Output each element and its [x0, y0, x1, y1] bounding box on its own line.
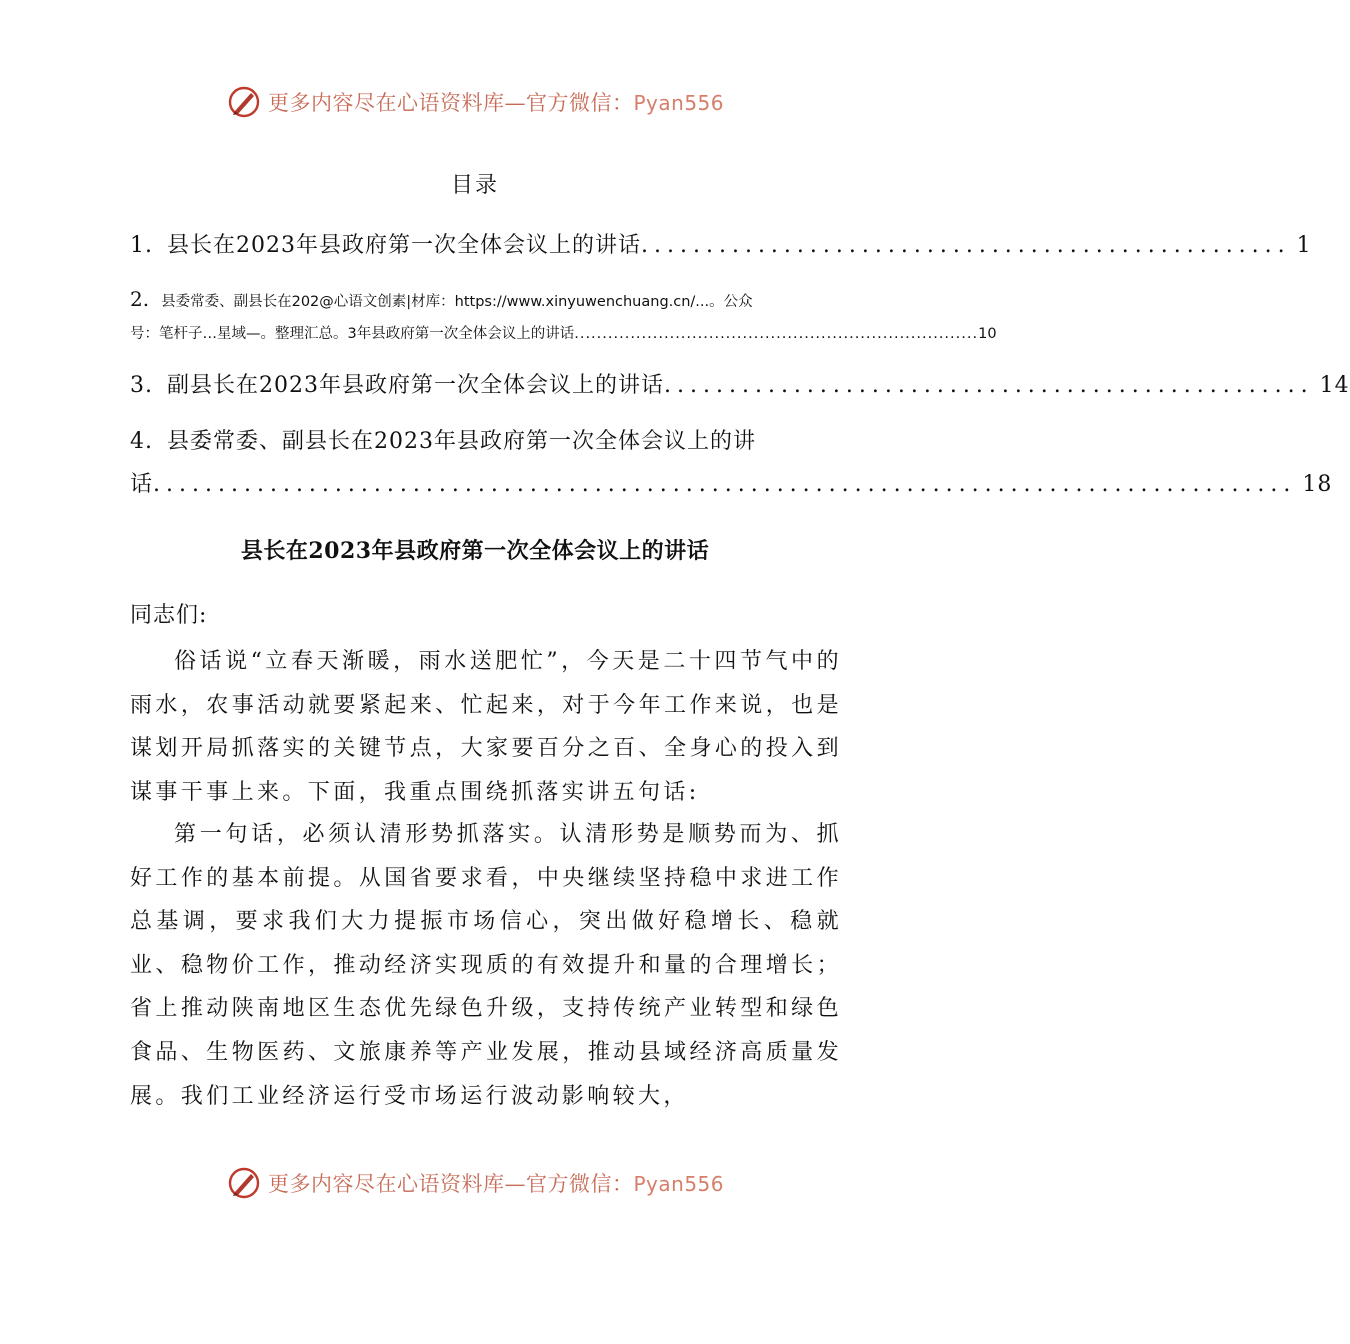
toc-item-2[interactable]	[130, 283, 997, 350]
header-banner	[0, 82, 950, 122]
toc-item-page: 10	[978, 326, 997, 342]
toc-item-number: 1.	[130, 233, 153, 258]
pen-logo-icon	[226, 84, 262, 120]
banner-wechat-id: Pyan556	[633, 91, 724, 115]
toc-item-3[interactable]	[130, 368, 1350, 399]
salutation: 同志们:	[130, 603, 208, 628]
paragraph-1: 俗话说“立春天渐暖，雨水送肥忙”，今天是二十四节气中的雨水，农事活动就要紧起来、忙起来，对于今年工作来说，也是谋划开局抓落实的关键节点，大家要百分之百、全身心的投入到谋事干事上来。下面，我重点围绕抓落实讲五句话:	[130, 649, 842, 805]
pen-logo-icon	[226, 1165, 262, 1201]
toc-item-4-line1[interactable]	[130, 424, 832, 455]
toc-item-number: 4.	[130, 429, 153, 454]
toc-item-4-line2[interactable]	[130, 467, 1333, 498]
toc-item-text-line1: 县委常委、副县长在2023年县政府第一次全体会议上的讲	[167, 429, 756, 454]
banner-text: 更多内容尽在心语资料库—官方微信：	[267, 1172, 634, 1196]
toc-item-text-line1: 县委常委、副县长在202@心语文创素|材库：https://www.xinyuwenchuang.cn/...。公众	[161, 294, 753, 310]
toc-leader: ........................................................................	[574, 326, 979, 342]
toc-item-text-line2: 号：笔杆子…星域—。整理汇总。3年县政府第一次全体会议上的讲话	[130, 326, 575, 342]
article-title: 县长在2023年县政府第一次全体会议上的讲话	[240, 538, 710, 564]
toc-item-number: 2.	[130, 287, 150, 311]
toc-item-1[interactable]	[130, 228, 1312, 259]
footer-banner	[0, 1163, 950, 1203]
toc-item-text: 副县长在2023年县政府第一次全体会议上的讲话	[167, 373, 664, 398]
toc-item-page: 18	[1302, 472, 1333, 497]
toc-leader: ........................................................................................	[153, 472, 1297, 497]
toc-item-page: 14	[1319, 373, 1350, 398]
toc-leader: ..................................................	[664, 373, 1314, 398]
paragraph-2: 第一句话，必须认清形势抓落实。认清形势是顺势而为、抓好工作的基本前提。从国省要求看，中央继续坚持稳中求进工作总基调，要求我们大力提振市场信心，突出做好稳增长、稳就业、稳物价工作，推动经济实现质的有效提升和量的合理增长；省上推动陕南地区生态优先绿色升级，支持传统产业转型和绿色食品、生物医药、文旅康养等产业发展，推动县域经济高质量发展。我们工业经济运行受市场运行波动影响较大，	[130, 822, 842, 1109]
banner-wechat-id: Pyan556	[633, 1172, 724, 1196]
toc-item-text-line2: 话	[130, 472, 154, 497]
toc-leader: ..................................................	[641, 233, 1291, 258]
banner-text: 更多内容尽在心语资料库—官方微信：	[267, 91, 634, 115]
toc-item-page: 1	[1296, 233, 1312, 258]
toc-title: 目录	[450, 173, 499, 198]
toc-item-text: 县长在2023年县政府第一次全体会议上的讲话	[167, 233, 641, 258]
toc-item-number: 3.	[130, 373, 153, 398]
